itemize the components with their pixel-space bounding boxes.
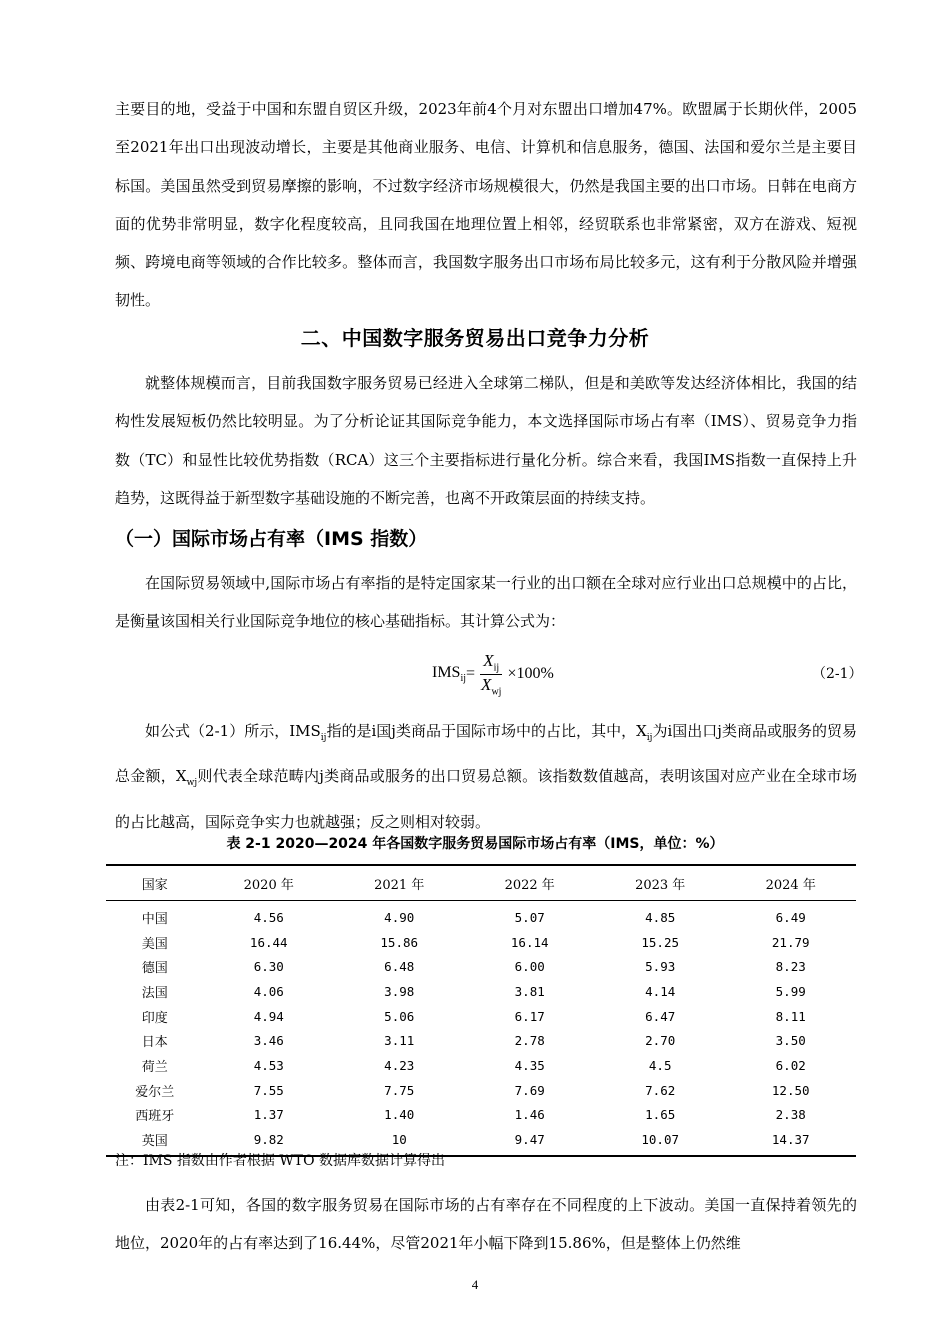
cell-value: 9.82 <box>204 1127 334 1156</box>
cell-value: 3.46 <box>253 1033 284 1049</box>
cell-country: 德国 <box>141 961 168 977</box>
cell-value: 3.11 <box>384 1033 415 1049</box>
table-row <box>106 930 856 955</box>
cell-value: 15.25 <box>641 934 680 950</box>
paragraph-ims-definition: 在国际贸易领域中,国际市场占有率指的是特定国家某一行业的出口额在全球对应行业出口总规模中的占比，是衡量该国相关行业国际竞争地位的核心基础指标。其计算公式为： <box>115 574 857 631</box>
formula-equals: = <box>466 665 476 682</box>
cell-value: 7.75 <box>384 1082 415 1098</box>
cell-value: 7.55 <box>253 1082 284 1098</box>
cell-value: 6.48 <box>384 959 415 975</box>
cell-value: 3.81 <box>514 983 545 999</box>
table-note: 注：IMS 指数由作者根据 WTO 数据库数据计算得出 <box>115 1153 446 1169</box>
table-header-row <box>106 865 856 901</box>
table-row <box>106 1078 856 1103</box>
cell-country: 印度 <box>141 1010 168 1026</box>
cell-value: 7.69 <box>514 1082 545 1098</box>
cell-value: 2.70 <box>645 1033 676 1049</box>
cell-value: 5.06 <box>384 1008 415 1024</box>
cell-value: 6.17 <box>514 1008 545 1024</box>
cell-value: 6.49 <box>775 909 806 925</box>
header-country: 国家 <box>106 865 204 901</box>
paragraph-overview: 就整体规模而言，目前我国数字服务贸易已经进入全球第二梯队，但是和美欧等发达经济体相比，我国的结构性发展短板仍然比较明显。为了分析论证其国际竞争能力，本文选择国际市场占有率（IMS）、贸易竞争力指数（TC）和显性比较优势指数（RCA）这三个主要指标进行量化分析。综合来看，我国IMS指数一直保持上升趋势，这既得益于新型数字基础设施的不断完善，也离不开政策层面的持续支持。 <box>115 374 857 507</box>
cell-value: 10 <box>334 1127 464 1156</box>
table-row <box>106 1053 856 1078</box>
cell-value: 14.37 <box>725 1127 856 1156</box>
cell-value: 5.93 <box>645 959 676 975</box>
cell-value: 5.07 <box>514 909 545 925</box>
cell-value: 1.65 <box>645 1107 676 1123</box>
header-2022: 2022 年 <box>464 865 594 901</box>
header-2023: 2023 年 <box>595 865 725 901</box>
table-row <box>106 954 856 979</box>
subsection-heading: （一）国际市场占有率（IMS 指数） <box>115 528 428 550</box>
cell-value: 12.50 <box>771 1082 810 1098</box>
header-2024: 2024 年 <box>725 865 856 901</box>
cell-country: 中国 <box>141 911 168 927</box>
cell-value: 15.86 <box>380 934 419 950</box>
cell-value: 4.14 <box>645 983 676 999</box>
cell-country: 爱尔兰 <box>135 1084 175 1100</box>
formula-lhs: $IMS_{ij}$ <box>432 663 467 685</box>
cell-value: 8.23 <box>775 959 806 975</box>
cell-value: 4.06 <box>253 983 284 999</box>
formula-fraction <box>478 651 504 697</box>
cell-value: 4.94 <box>253 1008 284 1024</box>
cell-value: 4.35 <box>514 1057 545 1073</box>
cell-value: 6.00 <box>514 959 545 975</box>
cell-value: 16.14 <box>510 934 549 950</box>
table-row <box>106 1028 856 1053</box>
paragraph-market-layout: 主要目的地，受益于中国和东盟自贸区升级，2023年前4个月对东盟出口增加47%。欧盟属于长期伙伴，2005至2021年出口出现波动增长，主要是其他商业服务、电信、计算机和信息服务，德国、法国和爱尔兰是主要目标国。美国虽然受到贸易摩擦的影响，不过数字经济市场规模很大，仍然是我国主要的出口市场。日韩在电商方面的优势非常明显，数字化程度较高，且同我国在地理位置上相邻，经贸联系也非常紧密，双方在游戏、短视频、跨境电商等领域的合作比较多。整体而言，我国数字服务出口市场布局比较多元，这有利于分散风险并增强韧性。 <box>115 100 857 310</box>
header-2021: 2021 年 <box>334 865 464 901</box>
ims-table <box>106 864 856 1157</box>
cell-value: 7.62 <box>645 1082 676 1098</box>
cell-value: 4.56 <box>253 909 284 925</box>
cell-country: 英国 <box>106 1127 204 1156</box>
table-row <box>106 901 856 930</box>
ims-formula <box>432 646 554 702</box>
cell-value: 6.47 <box>645 1008 676 1024</box>
cell-value: 1.46 <box>514 1107 545 1123</box>
cell-value: 8.11 <box>775 1008 806 1024</box>
cell-country: 西班牙 <box>135 1109 175 1125</box>
cell-country: 荷兰 <box>141 1059 168 1075</box>
cell-value: 4.5 <box>648 1057 672 1073</box>
cell-value: 6.30 <box>253 959 284 975</box>
cell-value: 4.53 <box>253 1057 284 1073</box>
page-number: 4 <box>471 1277 479 1292</box>
cell-country: 日本 <box>141 1035 168 1051</box>
table-row <box>106 1103 856 1128</box>
cell-value: 9.47 <box>464 1127 594 1156</box>
formula-numerator: $X_{ij}$ <box>480 651 502 674</box>
table-row <box>106 1004 856 1029</box>
cell-value: 16.44 <box>249 934 288 950</box>
cell-value: 2.38 <box>775 1107 806 1123</box>
equation-number: （2-1） <box>812 666 863 682</box>
cell-value: 3.98 <box>384 983 415 999</box>
table-caption: 表 2-1 2020—2024 年各国数字服务贸易国际市场占有率（IMS，单位：%） <box>226 836 724 852</box>
cell-value: 1.40 <box>384 1107 415 1123</box>
paragraph-formula-explanation: 如公式（2-1）所示，$IMS_{ij}$指的是i国j类商品于国际市场中的占比，其中，$X_{ij}$为i国出口j类商品或服务的贸易总金额，$X_{wj}$则代表全球范畴内j类商品或服务的出口贸易总额。该指数数值越高，表明该国对应产业在全球市场的占比越高，国际竞争实力也就越强；反之则相对较弱。 <box>115 722 858 831</box>
cell-value: 4.90 <box>384 909 415 925</box>
cell-value: 2.78 <box>514 1033 545 1049</box>
cell-country: 美国 <box>141 936 168 952</box>
section-heading: 二、中国数字服务贸易出口竞争力分析 <box>300 326 650 350</box>
cell-value: 21.79 <box>771 934 810 950</box>
cell-value: 4.23 <box>384 1057 415 1073</box>
formula-times: ×100% <box>507 665 554 682</box>
cell-value: 3.50 <box>775 1033 806 1049</box>
cell-value: 10.07 <box>595 1127 725 1156</box>
table-row <box>106 979 856 1004</box>
header-2020: 2020 年 <box>204 865 334 901</box>
cell-value: 5.99 <box>775 983 806 999</box>
cell-country: 法国 <box>141 985 168 1001</box>
cell-value: 1.37 <box>253 1107 284 1123</box>
cell-value: 6.02 <box>775 1057 806 1073</box>
paragraph-table-analysis: 由表2-1可知，各国的数字服务贸易在国际市场的占有率存在不同程度的上下波动。美国一直保持着领先的地位，2020年的占有率达到了16.44%，尽管2021年小幅下降到15.86%，但是整体上仍然维 <box>115 1196 857 1253</box>
cell-value: 4.85 <box>645 909 676 925</box>
formula-denominator: $X_{wj}$ <box>481 674 502 697</box>
